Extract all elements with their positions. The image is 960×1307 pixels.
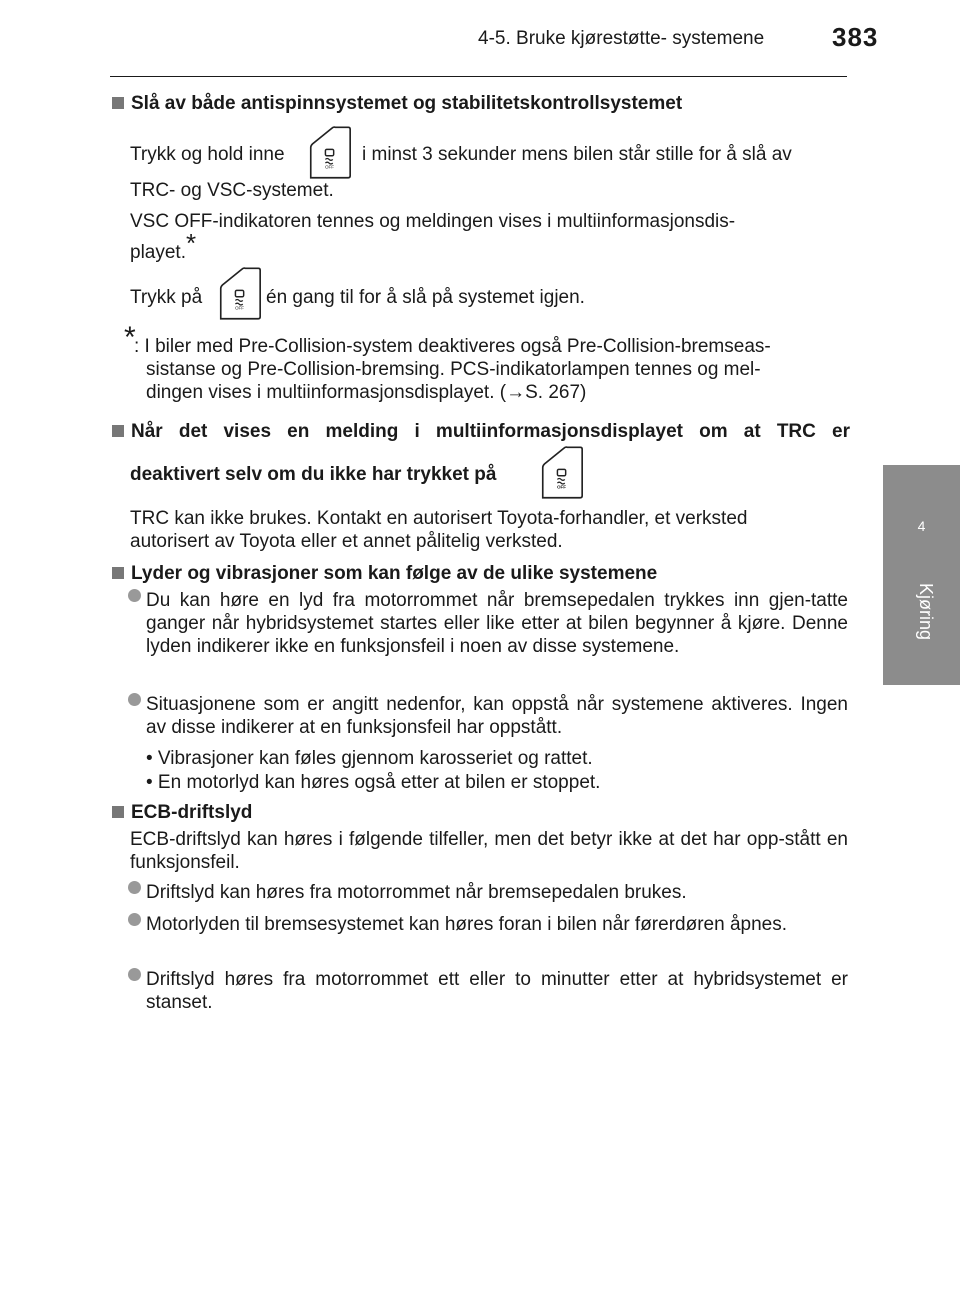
square-bullet-icon <box>112 806 124 818</box>
section-heading-trc-message: Når det vises en melding i multiinformasjonsdisplayet om at TRC er <box>110 420 850 443</box>
paragraph-vsc-indicator-l2: playet.* <box>130 228 197 263</box>
round-bullet-icon <box>128 913 141 926</box>
vsc-off-switch-icon <box>540 445 584 501</box>
section-heading-trc-message-l2: deaktivert selv om du ikke har trykket på <box>130 463 848 486</box>
asterisk: * <box>185 228 197 258</box>
section-heading-sounds: Lyder og vibrasjoner som kan følge av de ulike systemene <box>110 562 850 585</box>
paragraph-trc-unavailable-l2: autorisert av Toyota eller et annet pålitelig verksted. <box>130 531 563 552</box>
footnote-asterisk: * <box>124 321 136 354</box>
section-heading-ecb: ECB-driftslyd <box>110 801 850 824</box>
round-bullet-icon <box>128 968 141 981</box>
header-title: 4-5. Bruke kjørestøtte- systemene <box>478 28 765 49</box>
square-bullet-icon <box>112 425 124 437</box>
section-heading-trc-vsc-off: Slå av både antispinnsystemet og stabilitetskontrollsystemet <box>110 92 850 115</box>
header-rule <box>110 76 847 77</box>
round-bullet-icon <box>128 589 141 602</box>
chapter-side-tab <box>883 465 960 685</box>
chapter-label: Kjøring <box>916 583 936 641</box>
vsc-off-switch-icon <box>218 266 262 322</box>
sub-list-item: • Vibrasjoner kan føles gjennom karosseriet og rattet. <box>146 748 593 769</box>
paragraph-trc-vsc: TRC- og VSC-systemet. <box>130 180 334 201</box>
footnote: : I biler med Pre-Collision-system deaktiveres også Pre-Collision-bremseas- sistanse og Pre-Collision-bremsing. PCS-indikatorlampen tennes og mel- dingen vises i multiinformasjonsdisplayet. (→S. 267) <box>134 336 771 403</box>
paragraph-ecb-intro: ECB-driftslyd kan høres i følgende tilfeller, men det betyr ikke at det har opp-stått en funksjonsfeil. <box>130 829 848 873</box>
round-bullet-icon <box>128 881 141 894</box>
paragraph-press-hold: Trykk og hold inne i minst 3 sekunder mens bilen står stille for å slå av <box>130 143 848 166</box>
chapter-number: 4 <box>917 518 926 534</box>
paragraph-trc-unavailable-l1: TRC kan ikke brukes. Kontakt en autorisert Toyota-forhandler, et verksted <box>130 508 748 529</box>
square-bullet-icon <box>112 567 124 579</box>
paragraph-vsc-indicator-l1: VSC OFF-indikatoren tennes og meldingen vises i multiinformasjonsdis- <box>130 211 736 232</box>
vsc-off-switch-icon <box>308 125 352 181</box>
paragraph-press-again: Trykk på én gang til for å slå på systemet igjen. <box>130 286 848 309</box>
page-number: 383 <box>832 22 879 52</box>
sub-list-item: • En motorlyd kan høres også etter at bilen er stoppet. <box>146 772 601 793</box>
square-bullet-icon <box>112 97 124 109</box>
round-bullet-icon <box>128 693 141 706</box>
